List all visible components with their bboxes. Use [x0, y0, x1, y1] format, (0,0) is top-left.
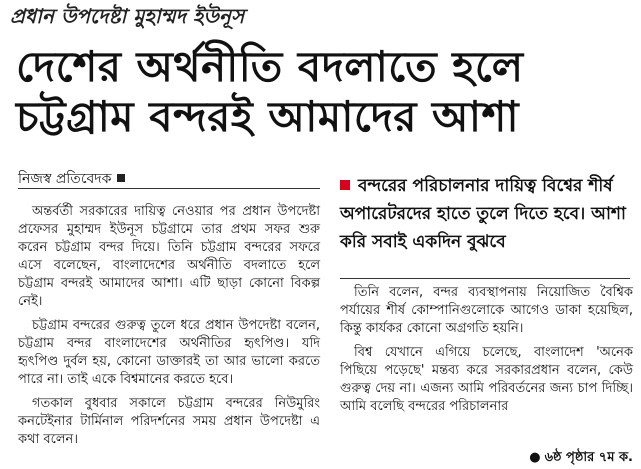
- continuation-text: ৬ষ্ঠ পৃষ্ঠার ৭ম ক.: [544, 450, 633, 465]
- pull-quote-divider: [340, 278, 630, 279]
- headline: [16, 42, 636, 142]
- byline-text: নিজস্ব প্রতিবেদক: [18, 171, 112, 187]
- pull-quote-text: বন্দরের পরিচালনার দায়িত্ব বিশ্বের শীর্ষ অপারেটরদের হাতে তুলে দিতে হবে। আশা করি সবাই একদিন বুঝবে: [340, 176, 626, 252]
- red-square-icon: [340, 180, 350, 190]
- pull-quote: [340, 172, 630, 256]
- paragraph: চট্টগ্রাম বন্দরের গুরুত্ব তুলে ধরে প্রধান উপদেষ্টা বলেন, চট্টগ্রাম বন্দর বাংলাদেশের অর্থনীতির হৃৎপিণ্ড। যদি হৃৎপিণ্ড দুর্বল হয়, কোনো ডাক্তারই তা আর ভালো করতে পারে না। তাই একে বিশ্বমানের করতে হবে।: [18, 318, 320, 387]
- paragraph: বিশ্ব যেখানে এগিয়ে চলেছে, বাংলাদেশ 'অনেক পিছিয়ে পড়েছে' মন্তব্য করে সরকারপ্রধান বলেন, কেউ গুরুত্ব দেয় না। এজন্য আমি পরিবর্তনের জন্য চাপ দিচ্ছি। আমি বলেছি বন্দরের পরিচালনার: [340, 345, 633, 414]
- headline-line-2: চট্টগ্রাম বন্দরই আমাদের আশা: [16, 92, 520, 141]
- paragraph: অন্তর্বর্তী সরকারের দায়িত্ব নেওয়ার পর প্রধান উপদেষ্টা প্রফেসর মুহাম্মদ ইউনূস চট্টগ্রামে তার প্রথম সফর শুরু করেন চট্টগ্রাম বন্দর দিয়ে। তিনি চট্টগ্রাম বন্দরের সফরে এসে বলেছেন, বাংলাদেশের অর্থনীতি বদলাতে হলে চট্টগ্রাম বন্দরই আমাদের আশা। এটি ছাড়া কোনো বিকল্প নেই।: [18, 204, 320, 309]
- kicker: প্রধান উপদেষ্টা মুহাম্মদ ইউনূস: [10, 4, 245, 28]
- paragraph: গতকাল বুধবার সকালে চট্টগ্রাম বন্দরের নিউমুরিং কনটেইনার টার্মিনাল পরিদর্শনের সময় প্রধান উপদেষ্টা এ কথা বলেন।: [18, 396, 320, 447]
- right-column: [340, 284, 633, 422]
- bullet-icon: ●: [529, 450, 541, 465]
- left-column: [18, 203, 320, 455]
- byline-divider: [18, 188, 320, 189]
- square-bullet-icon: [117, 174, 125, 182]
- headline-line-1: দেশের অর্থনীতি বদলাতে হলে: [16, 42, 524, 91]
- paragraph: তিনি বলেন, বন্দর ব্যবস্থাপনায় নিয়োজিত বৈশ্বিক পর্যায়ের শীর্ষ কোম্পানিগুলোকে আগেও ডাকা হয়েছিল, কিন্তু কার্যকর কোনো অগ্রগতি হয়নি।: [340, 285, 633, 336]
